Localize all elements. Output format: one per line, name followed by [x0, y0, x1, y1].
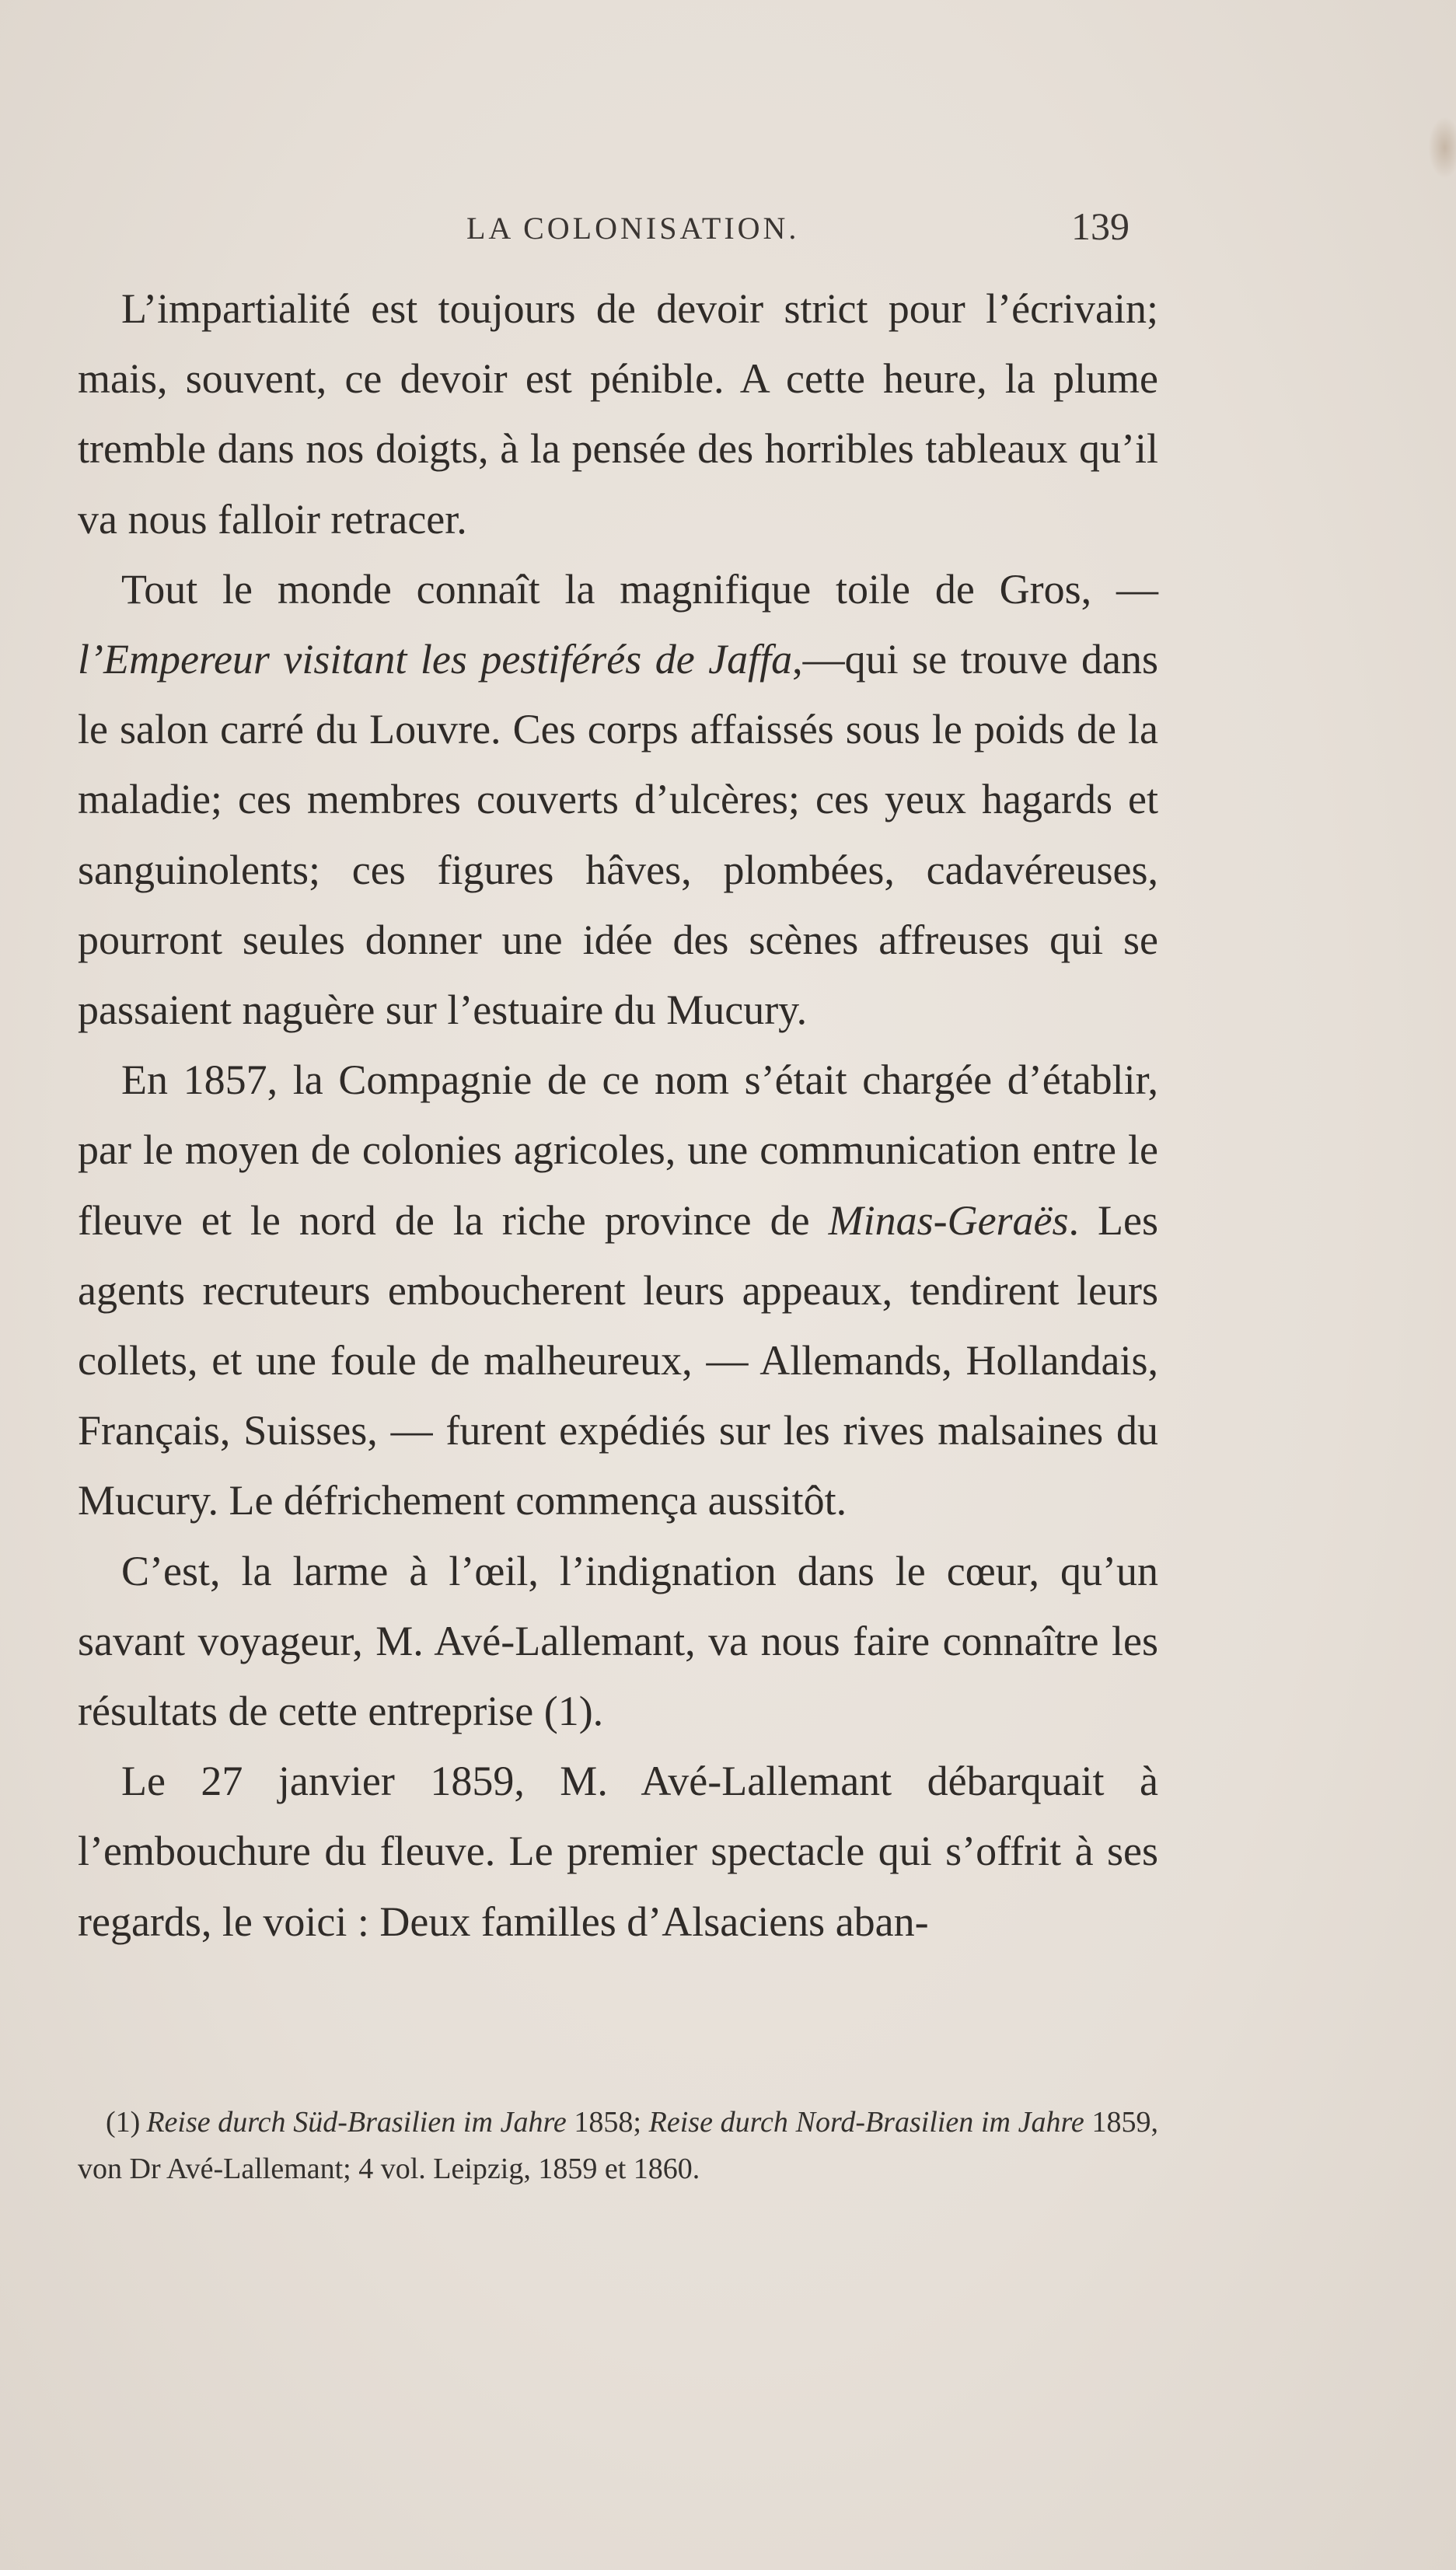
- page-number: 139: [1071, 204, 1130, 248]
- footnote-text: [78, 2099, 1158, 2192]
- footnote-marker: (1): [106, 2106, 141, 2139]
- page-header: [0, 204, 1456, 258]
- paragraph-3: [78, 1045, 1158, 1535]
- paragraph-3-text-b: . Les agents recruteurs emboucherent leurs appeaux, tendirent leurs collets, et une foule de malheureux, — Allemands, Hollandais, Français, Suisses, — furent expédiés sur les rives malsaines du Mucury. Le défrichement commença aussitôt.: [78, 1196, 1159, 1524]
- footnote-title-1: Reise durch Süd-Brasilien im Jahre: [146, 2106, 567, 2139]
- paragraph-5: [78, 1746, 1158, 1957]
- paragraph-3-text-a: En 1857, la Compagnie de ce nom s’était chargée d’établir, par le moyen de colonies agricoles, une communication entre le fleuve et le nord de la riche province de: [78, 1056, 1158, 1244]
- paragraph-1: [78, 274, 1158, 554]
- paragraph-4-text: C’est, la larme à l’œil, l’indignation dans le cœur, qu’un savant voyageur, M. Avé-Lallemant, va nous faire connaître les résultats de cette entreprise (1).: [78, 1547, 1158, 1735]
- province-name: Minas-Geraës: [828, 1196, 1069, 1244]
- footnote-text-2: 1859, von Dr Avé-Lallemant; 4 vol. Leipzig, 1859 et 1860.: [78, 2106, 1158, 2185]
- footnote-text-1: 1858;: [566, 2106, 649, 2139]
- paragraph-2: [78, 554, 1158, 1045]
- paragraph-2-text-a: Tout le monde connaît la magnifique toile de Gros, —: [121, 565, 1158, 613]
- paragraph-4: [78, 1536, 1158, 1747]
- page-stain: [1428, 117, 1456, 179]
- paragraph-1-text: L’impartialité est toujours de devoir strict pour l’écrivain; mais, souvent, ce devoir est pénible. A cette heure, la plume tremble dans nos doigts, à la pensée des horribles tableaux qu’il va nous falloir retracer.: [78, 285, 1158, 543]
- paragraph-2-text-b: ,—qui se trouve dans le salon carré du Louvre. Ces corps affaissés sous le poids de la maladie; ces membres couverts d’ulcères; ces yeux hagards et sanguinolents; ces figures hâves, plombées, cadavéreuses, pourront seules donner une idée des scènes affreuses qui se passaient naguère sur l’estuaire du Mucury.: [78, 636, 1159, 1034]
- footnote: [78, 2099, 1158, 2192]
- paragraph-5-text: Le 27 janvier 1859, M. Avé-Lallemant débarquait à l’embouchure du fleuve. Le premier spectacle qui s’offrit à ses regards, le voici : Deux familles d’Alsaciens aban-: [78, 1758, 1158, 1945]
- painting-title: l’Empereur visitant les pestiférés de Jaffa: [78, 636, 793, 683]
- footnote-title-2: Reise durch Nord-Brasilien im Jahre: [648, 2106, 1084, 2139]
- running-title: LA COLONISATION.: [466, 211, 800, 246]
- body-text: [78, 274, 1158, 1957]
